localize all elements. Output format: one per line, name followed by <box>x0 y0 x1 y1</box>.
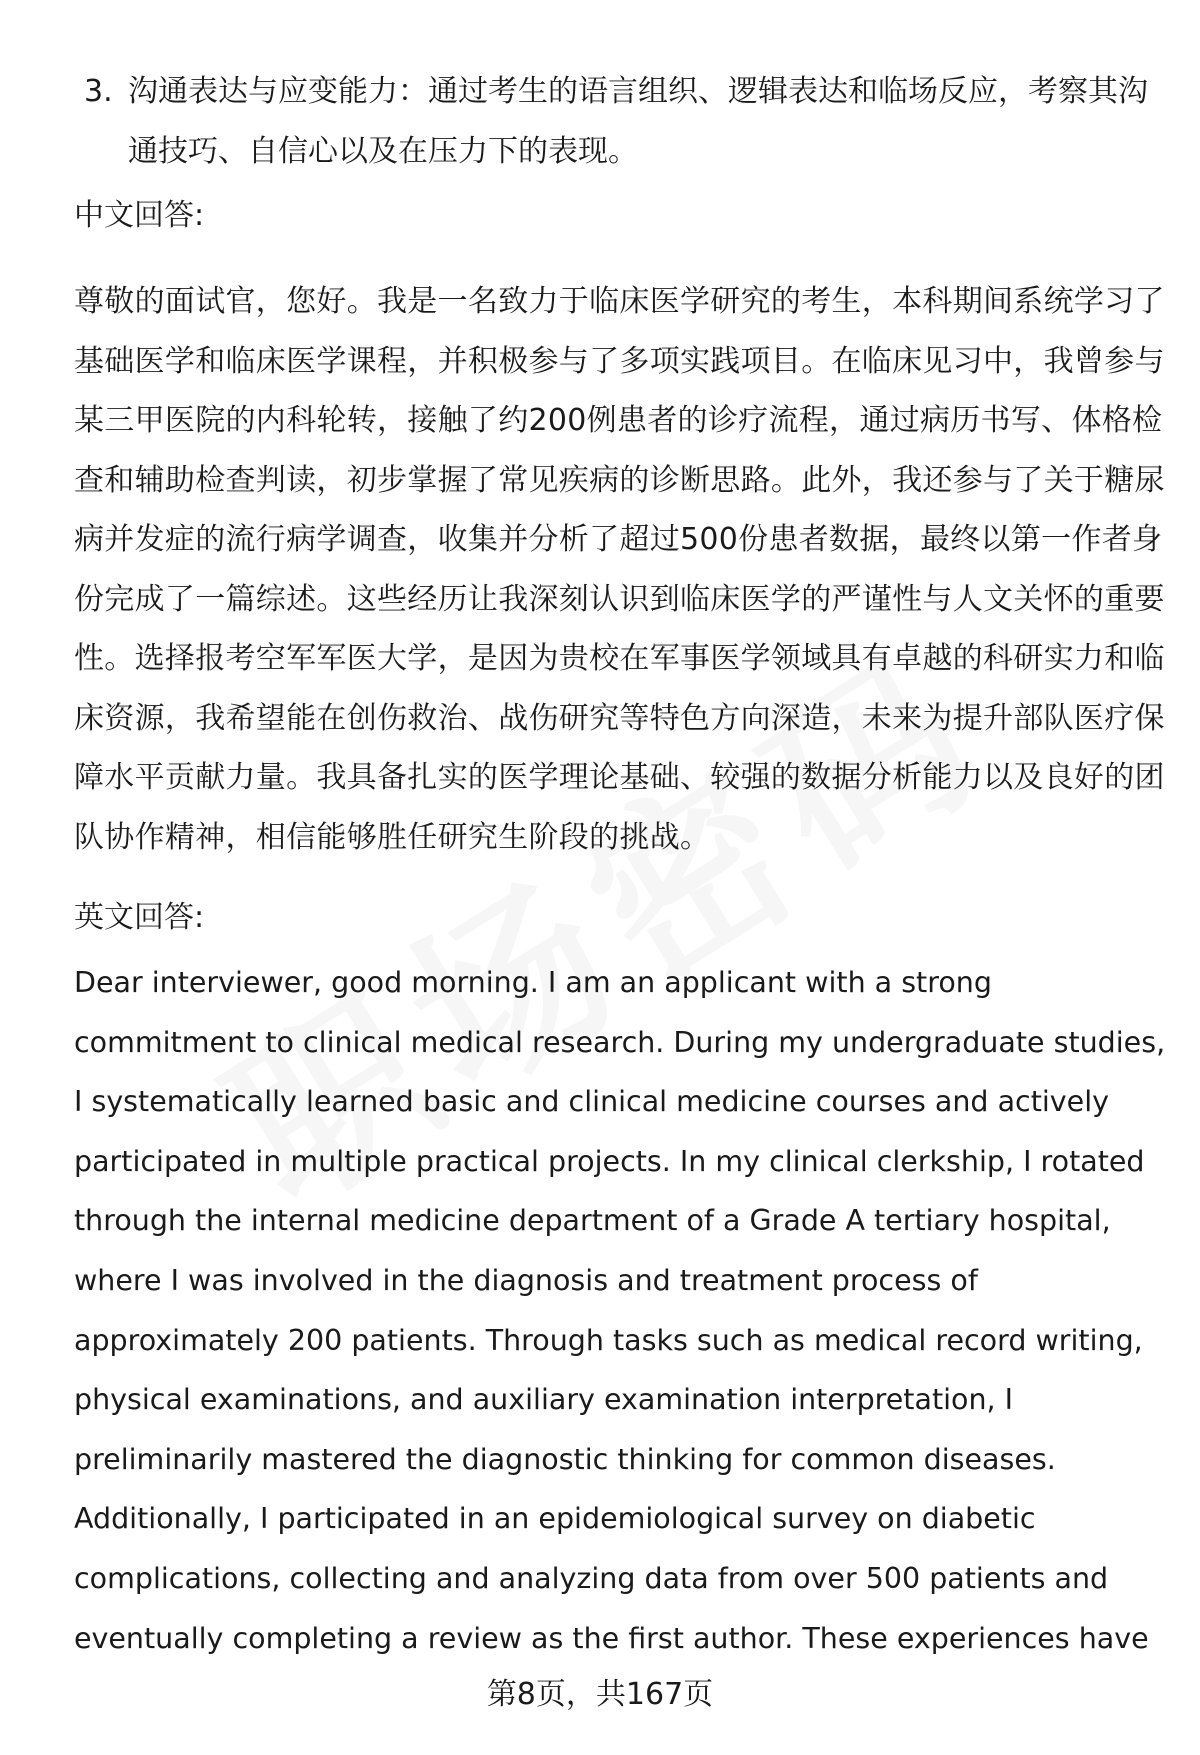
chinese-answer-line: 尊敬的面试官，您好。我是一名致力于临床医学研究的考生，本科期间系统学习了 <box>74 284 1165 319</box>
english-answer-label: 英文回答: <box>74 900 205 935</box>
english-answer-line: Dear interviewer, good morning. I am an applicant with a strong <box>74 966 992 999</box>
chinese-answer-line: 队协作精神，相信能够胜任研究生阶段的挑战。 <box>74 819 711 855</box>
english-answer-line: eventually completing a review as the first author. These experiences have <box>74 1621 1149 1655</box>
chinese-answer-line: 性。选择报考空军军医大学，是因为贵校在军事医学领域具有卓越的科研实力和临 <box>74 641 1165 676</box>
english-answer-line: complications, collecting and analyzing data from over 500 patients and <box>74 1561 1109 1595</box>
english-answer-line: participated in multiple practical projects. In my clinical clerkship, I rotated <box>74 1144 1145 1178</box>
chinese-answer-body <box>74 272 1165 867</box>
english-answer-line: commitment to clinical medical research. During my undergraduate studies, <box>74 1025 1166 1059</box>
chinese-answer-line: 障水平贡献力量。我具备扎实的医学理论基础、较强的数据分析能力以及良好的团 <box>74 760 1165 795</box>
chinese-answer-label: 中文回答: <box>74 198 205 233</box>
english-answer-line: I systematically learned basic and clinical medicine courses and actively <box>74 1085 1109 1119</box>
page-number: 第8页，共167页 <box>486 1677 714 1712</box>
chinese-answer-line: 某三甲医院的内科轮转，接触了约200例患者的诊疗流程，通过病历书写、体格检 <box>74 403 1163 438</box>
list-item-line: 通技巧、自信心以及在压力下的表现。 <box>128 134 638 169</box>
english-answer-line: physical examinations, and auxiliary examination interpretation, I <box>74 1383 1014 1417</box>
page-footer <box>0 1675 1200 1715</box>
chinese-answer-line: 基础医学和临床医学课程，并积极参与了多项实践项目。在临床见习中，我曾参与 <box>74 343 1165 379</box>
list-item-3 <box>84 62 1154 182</box>
list-item-line: 沟通表达与应变能力：通过考生的语言组织、逻辑表达和临场反应，考察其沟 <box>128 74 1148 109</box>
english-answer-line: through the internal medicine department of a Grade A tertiary hospital, <box>74 1204 1111 1238</box>
english-answer-body <box>74 953 1164 1668</box>
chinese-answer-line: 床资源，我希望能在创伤救治、战伤研究等特色方向深造，未来为提升部队医疗保 <box>74 700 1165 736</box>
chinese-answer-line: 查和辅助检查判读，初步掌握了常见疾病的诊断思路。此外，我还参与了关于糖尿 <box>74 462 1165 498</box>
list-item-text <box>128 62 1148 182</box>
chinese-answer-line: 病并发症的流行病学调查，收集并分析了超过500份患者数据，最终以第一作者身 <box>74 522 1163 557</box>
list-item-number: 3. <box>84 74 113 109</box>
english-answer-line: where I was involved in the diagnosis and treatment process of <box>74 1263 978 1297</box>
english-answer-line: preliminarily mastered the diagnostic thinking for common diseases. <box>74 1442 1056 1476</box>
english-answer-line: Additionally, I participated in an epidemiological survey on diabetic <box>74 1502 1036 1536</box>
chinese-answer-line: 份完成了一篇综述。这些经历让我深刻认识到临床医学的严谨性与人文关怀的重要 <box>74 581 1165 617</box>
english-answer-line: approximately 200 patients. Through tasks such as medical record writing, <box>74 1323 1143 1357</box>
